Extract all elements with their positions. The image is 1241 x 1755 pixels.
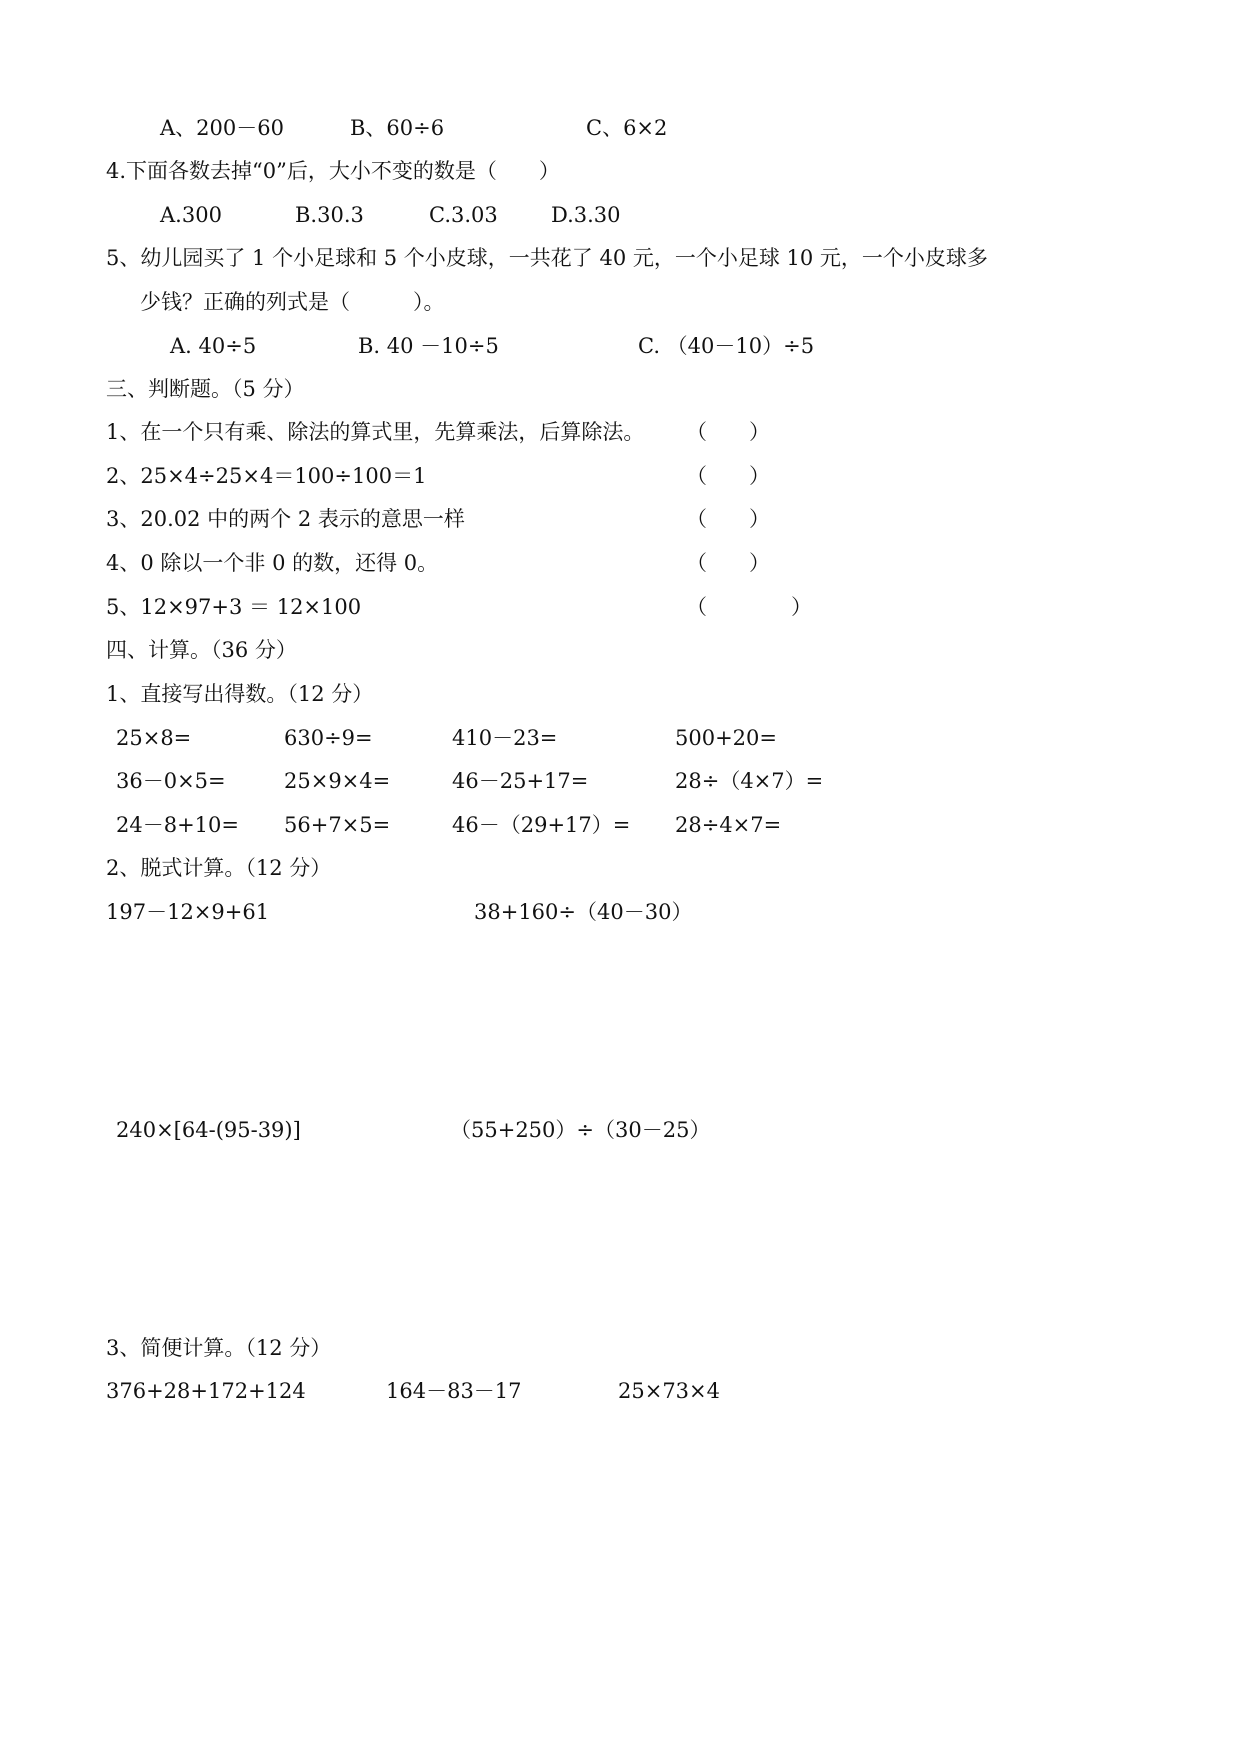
step-calc-1: 197－12×9+61 <box>106 900 270 924</box>
oral-calc-r1c3: 410－23= <box>452 726 558 750</box>
simple-calc-3: 25×73×4 <box>618 1379 720 1403</box>
oral-calc-r3c1: 24－8+10= <box>116 813 239 837</box>
q5-stem-line1: 5、幼儿园买了 1 个小足球和 5 个小皮球，一共花了 40 元，一个小足球 10 元，一个小皮球多 <box>106 246 988 270</box>
judge-item-1: 1、在一个只有乘、除法的算式里，先算乘法，后算除法。 <box>106 420 645 444</box>
q5-option-b: B. 40 －10÷5 <box>358 334 499 358</box>
q4-option-b: B.30.3 <box>295 203 364 227</box>
judge-item-2: 2、25×4÷25×4＝100÷100＝1 <box>106 464 427 488</box>
oral-calc-r2c1: 36－0×5= <box>116 769 226 793</box>
simple-calc-1: 376+28+172+124 <box>106 1379 306 1403</box>
judge-blank-2[interactable]: （ ） <box>686 464 770 488</box>
judge-item-5: 5、12×97+3 ＝ 12×100 <box>106 595 362 619</box>
oral-calc-r3c3: 46－（29+17）= <box>452 813 631 837</box>
step-calc-3: 240×[64-(95-39)] <box>116 1118 301 1142</box>
simple-calc-2: 164－83－17 <box>386 1379 522 1403</box>
part3-title: 3、简便计算。（12 分） <box>106 1336 332 1360</box>
oral-calc-r3c2: 56+7×5= <box>284 813 391 837</box>
q5-option-c: C. （40－10）÷5 <box>638 334 815 358</box>
q4-stem: 4.下面各数去掉“0”后，大小不变的数是（ ） <box>106 159 560 183</box>
judge-blank-1[interactable]: （ ） <box>686 420 770 444</box>
q5-option-a: A. 40÷5 <box>170 334 257 358</box>
oral-calc-r2c4: 28÷（4×7）= <box>675 769 824 793</box>
q4-option-c: C.3.03 <box>429 203 498 227</box>
part2-title: 2、脱式计算。（12 分） <box>106 856 332 880</box>
oral-calc-r1c1: 25×8= <box>116 726 192 750</box>
judge-blank-3[interactable]: （ ） <box>686 507 770 531</box>
oral-calc-r1c2: 630÷9= <box>284 726 373 750</box>
q3-option-b: B、60÷6 <box>350 116 445 140</box>
q5-stem-line2: 少钱？正确的列式是（ ）。 <box>140 290 445 314</box>
q4-option-d: D.3.30 <box>551 203 621 227</box>
judge-item-3: 3、20.02 中的两个 2 表示的意思一样 <box>106 507 465 531</box>
oral-calc-r3c4: 28÷4×7= <box>675 813 782 837</box>
judge-blank-4[interactable]: （ ） <box>686 551 770 575</box>
step-calc-2: 38+160÷（40－30） <box>474 900 693 924</box>
q3-option-c: C、6×2 <box>586 116 668 140</box>
judge-blank-5[interactable]: （ ） <box>686 595 812 619</box>
section4-title: 四、计算。（36 分） <box>106 638 297 662</box>
judge-item-4: 4、0 除以一个非 0 的数，还得 0。 <box>106 551 439 575</box>
oral-calc-r2c2: 25×9×4= <box>284 769 391 793</box>
step-calc-4: （55+250）÷（30－25） <box>450 1118 711 1142</box>
oral-calc-r1c4: 500+20= <box>675 726 777 750</box>
part1-title: 1、直接写出得数。（12 分） <box>106 682 374 706</box>
section3-title: 三、判断题。（5 分） <box>106 377 305 401</box>
oral-calc-r2c3: 46－25+17= <box>452 769 589 793</box>
q4-option-a: A.300 <box>160 203 222 227</box>
q3-option-a: A、200－60 <box>160 116 284 140</box>
